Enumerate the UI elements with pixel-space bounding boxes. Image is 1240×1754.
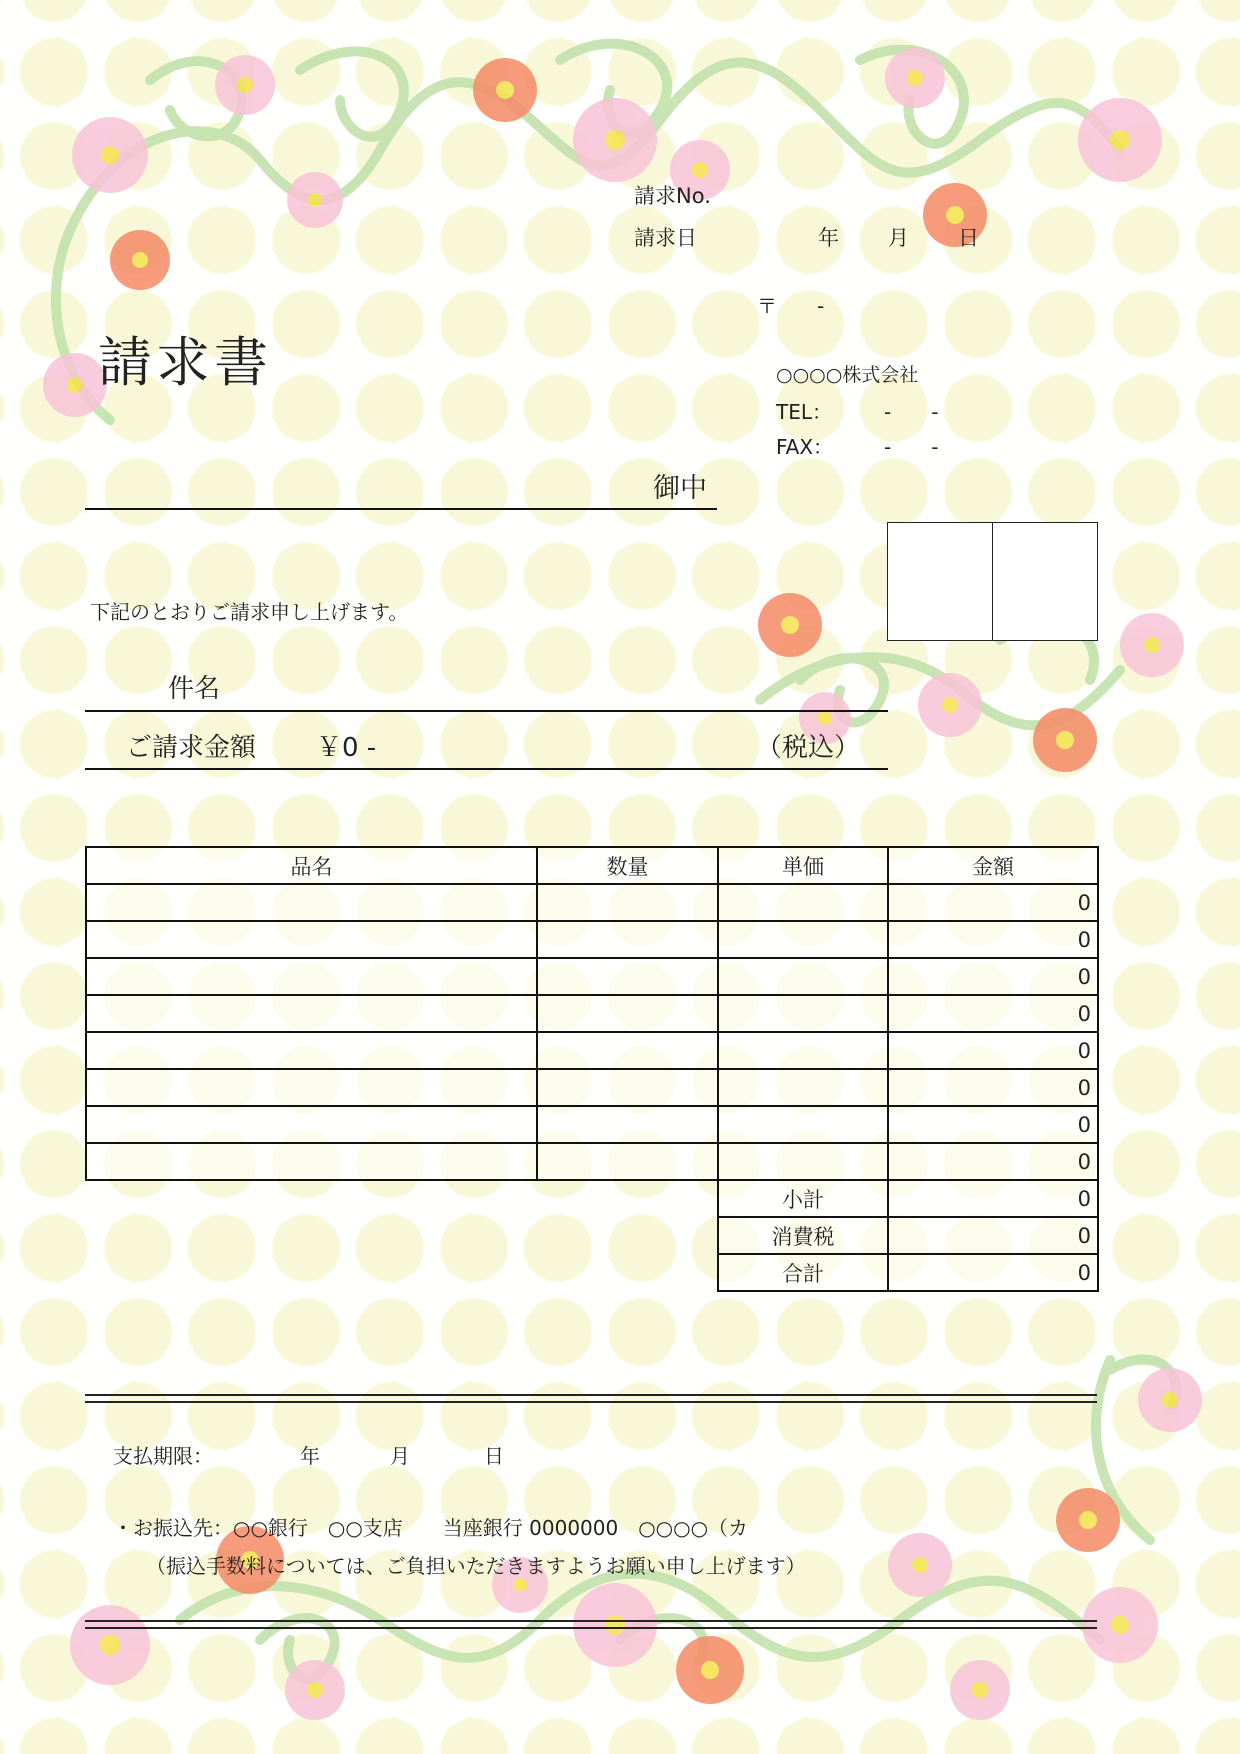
- issuer-company: ○○○○株式会社: [776, 364, 919, 386]
- payment-due-label: 支払期限：: [113, 1444, 213, 1468]
- table-row: [86, 1143, 1098, 1180]
- item-price-cell[interactable]: [718, 958, 888, 995]
- header-unit-price: 単価: [718, 847, 888, 884]
- payment-due-month-unit: 月: [390, 1444, 410, 1468]
- total-label: 合計: [718, 1254, 888, 1291]
- item-price-cell[interactable]: [718, 1032, 888, 1069]
- item-name-cell[interactable]: [86, 884, 537, 921]
- total-value: 0: [888, 1254, 1098, 1291]
- item-price-cell[interactable]: [718, 921, 888, 958]
- item-qty-cell[interactable]: [537, 1069, 718, 1106]
- stamp-box: [887, 522, 1098, 641]
- transfer-fee-note: （振込手数料については、ご負担いただきますようお願い申し上げます）: [146, 1554, 806, 1578]
- item-amount-cell: 0: [888, 1143, 1098, 1180]
- intro-text: 下記のとおりご請求申し上げます。: [90, 600, 409, 624]
- issuer-fax-value: - -: [884, 435, 939, 459]
- issuer-fax-label: FAX：: [776, 435, 834, 459]
- invoice-no-label: 請求No.: [634, 184, 711, 208]
- tax-value: 0: [888, 1217, 1098, 1254]
- summary-row-total: [86, 1254, 1098, 1291]
- invoice-date-label: 請求日: [634, 226, 697, 250]
- item-qty-cell[interactable]: [537, 995, 718, 1032]
- recipient-underline: [85, 508, 717, 510]
- header-quantity: 数量: [537, 847, 718, 884]
- header-amount: 金額: [888, 847, 1098, 884]
- subject-label: 件名: [168, 674, 221, 704]
- invoice-date-month-unit: 月: [888, 226, 909, 250]
- subtotal-label: 小計: [718, 1180, 888, 1217]
- table-row: [86, 1069, 1098, 1106]
- item-qty-cell[interactable]: [537, 958, 718, 995]
- document-title: 請求書: [98, 331, 272, 394]
- subject-underline: [85, 710, 888, 712]
- item-amount-cell: 0: [888, 1106, 1098, 1143]
- item-price-cell[interactable]: [718, 1069, 888, 1106]
- item-amount-cell: 0: [888, 1032, 1098, 1069]
- item-name-cell[interactable]: [86, 1106, 537, 1143]
- payment-due-year-unit: 年: [300, 1444, 320, 1468]
- item-price-cell[interactable]: [718, 995, 888, 1032]
- amount-label: ご請求金額: [126, 733, 257, 763]
- item-amount-cell: 0: [888, 1069, 1098, 1106]
- table-row: [86, 995, 1098, 1032]
- item-amount-cell: 0: [888, 921, 1098, 958]
- bank-info: ・お振込先：○○銀行 ○○支店 当座銀行 0000000 ○○○○（カ: [113, 1516, 749, 1540]
- amount-underline: [85, 768, 888, 770]
- item-amount-cell: 0: [888, 958, 1098, 995]
- item-name-cell[interactable]: [86, 1143, 537, 1180]
- item-qty-cell[interactable]: [537, 884, 718, 921]
- item-amount-cell: 0: [888, 884, 1098, 921]
- summary-row-tax: [86, 1217, 1098, 1254]
- payment-due-day-unit: 日: [484, 1444, 504, 1468]
- item-price-cell[interactable]: [718, 884, 888, 921]
- summary-row-subtotal: [86, 1180, 1098, 1217]
- issuer-postal: 〒 -: [757, 294, 825, 318]
- invoice-date-day-unit: 日: [958, 226, 979, 250]
- stamp-divider: [992, 523, 993, 640]
- items-table: [85, 846, 1099, 1292]
- subtotal-value: 0: [888, 1180, 1098, 1217]
- table-row: [86, 921, 1098, 958]
- item-price-cell[interactable]: [718, 1106, 888, 1143]
- table-header-row: [86, 847, 1098, 884]
- item-qty-cell[interactable]: [537, 1106, 718, 1143]
- issuer-tel-label: TEL：: [776, 400, 832, 424]
- tax-note: （税込）: [756, 733, 861, 763]
- table-row: [86, 884, 1098, 921]
- item-qty-cell[interactable]: [537, 1143, 718, 1180]
- item-amount-cell: 0: [888, 995, 1098, 1032]
- item-qty-cell[interactable]: [537, 1032, 718, 1069]
- item-name-cell[interactable]: [86, 995, 537, 1032]
- item-name-cell[interactable]: [86, 1032, 537, 1069]
- section-divider-top: [85, 1394, 1097, 1403]
- recipient-suffix: 御中: [653, 473, 707, 504]
- table-row: [86, 1106, 1098, 1143]
- item-price-cell[interactable]: [718, 1143, 888, 1180]
- item-qty-cell[interactable]: [537, 921, 718, 958]
- table-row: [86, 1032, 1098, 1069]
- item-name-cell[interactable]: [86, 958, 537, 995]
- header-item-name: 品名: [86, 847, 537, 884]
- item-name-cell[interactable]: [86, 1069, 537, 1106]
- amount-value: ￥0 -: [316, 733, 377, 763]
- item-name-cell[interactable]: [86, 921, 537, 958]
- tax-label: 消費税: [718, 1217, 888, 1254]
- section-divider-bottom: [85, 1620, 1097, 1629]
- issuer-tel-value: - -: [884, 400, 939, 424]
- table-row: [86, 958, 1098, 995]
- invoice-date-year-unit: 年: [818, 226, 839, 250]
